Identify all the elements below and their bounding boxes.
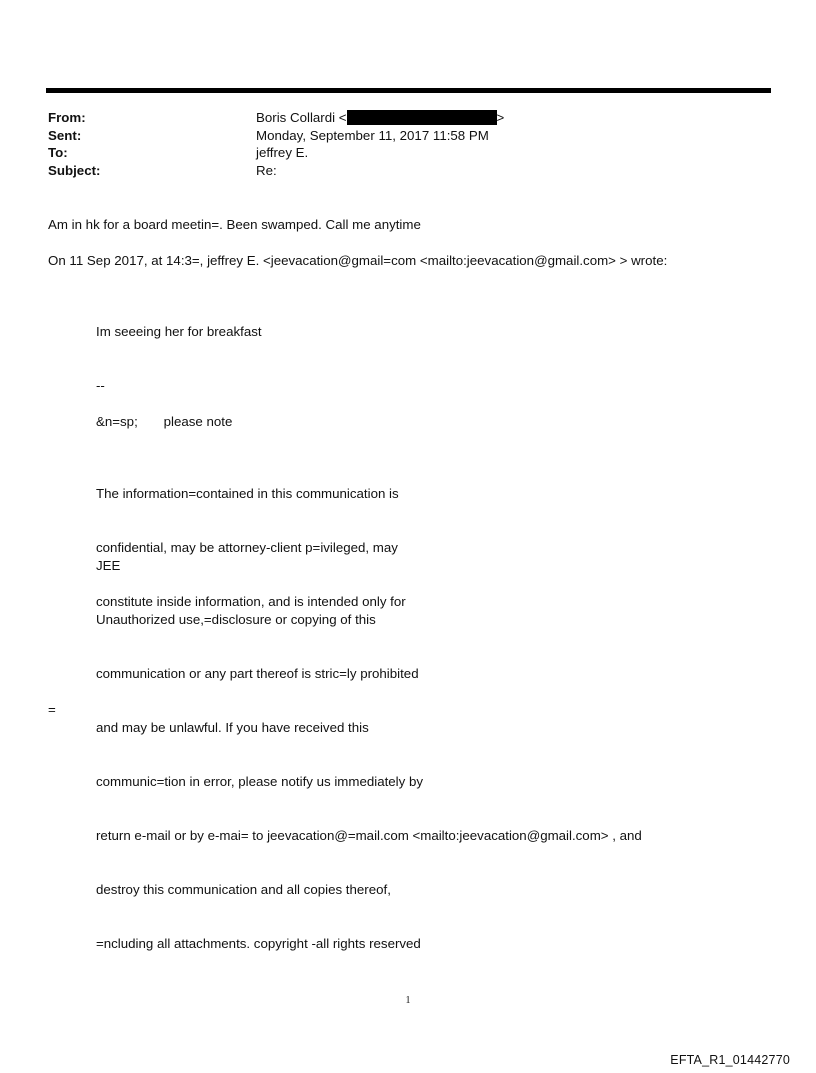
to-value: jeffrey E. <box>256 145 309 161</box>
disclaimer-line: communic=tion in error, please notify us immediately by <box>96 774 424 789</box>
disclaimer-line: =ncluding all attachments. copyright -all rights reserved <box>96 936 421 951</box>
quote-intro: On 11 Sep 2017, at 14:3=, jeffrey E. <jeevacation@gmail=com <mailto:jeevacation@gmail.com> > wrote: <box>48 253 668 268</box>
sent-value: Monday, September 11, 2017 11:58 PM <box>256 127 489 143</box>
sender-name: Boris Collardi < <box>256 110 347 125</box>
disclaimer-line: Unauthorized use,=disclosure or copying of this <box>96 612 376 627</box>
redacted-email-block <box>347 110 497 125</box>
disclaimer-block-2 <box>96 521 642 971</box>
disclaimer-line: destroy this communication and all copies thereof, <box>96 882 391 897</box>
sender-close-bracket: > <box>496 110 505 125</box>
disclaimer-line: return e-mail or by e-mai= to jeevacation@=mail.com <mailto:jeevacation@gmail.com> , and <box>96 828 642 843</box>
to-label: To: <box>48 145 68 161</box>
to-row <box>48 144 504 162</box>
disclaimer-line: communication or any part thereof is stric=ly prohibited <box>96 666 419 681</box>
disclaimer-line: confidential, may be attorney-client p=ivileged, may <box>96 540 398 555</box>
disclaimer-line: The information=contained in this communication is <box>96 486 399 501</box>
from-value <box>256 109 504 127</box>
disclaimer-line: constitute inside information, and is intended only for <box>96 594 406 609</box>
reply-text: Am in hk for a board meetin=. Been swamped. Call me anytime <box>48 217 421 232</box>
sent-row <box>48 127 504 145</box>
sent-label: Sent: <box>48 127 82 143</box>
document-id: EFTA_R1_01442770 <box>670 1053 790 1067</box>
disclaimer-line: JEE <box>96 558 121 573</box>
please-note: &n=sp; please note <box>96 414 233 429</box>
email-header <box>48 109 504 180</box>
quoted-message: Im seeeing her for breakfast <box>96 324 262 339</box>
subject-value: Re: <box>256 163 277 179</box>
subject-label: Subject: <box>48 163 101 179</box>
signature-separator: -- <box>96 378 105 393</box>
page-number: 1 <box>405 995 411 1006</box>
trailing-marker: = <box>48 702 56 717</box>
from-row <box>48 109 504 127</box>
header-divider <box>46 88 771 93</box>
subject-row <box>48 162 504 180</box>
disclaimer-line: and may be unlawful. If you have received this <box>96 720 369 735</box>
from-label: From: <box>48 110 86 125</box>
